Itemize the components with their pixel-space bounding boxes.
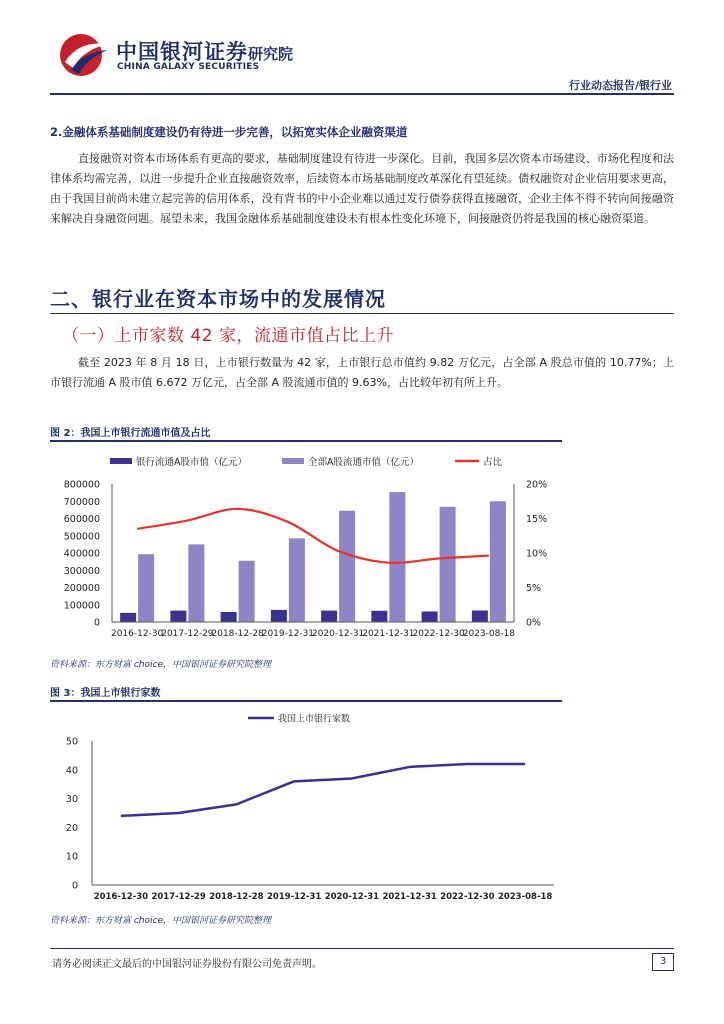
all-a-share-bar [389, 492, 405, 622]
chapter-divider [50, 313, 674, 314]
figure-3-title: 图 3：我国上市银行家数 [50, 688, 161, 699]
bank-bar [120, 613, 136, 622]
y-right-tick-label: 20% [526, 479, 548, 491]
y-right-tick-label: 10% [526, 548, 548, 560]
y-right-tick-label: 5% [526, 583, 542, 594]
legend-swatch [282, 458, 304, 464]
figure-2-source: 资料来源：东方财富 choice，中国银河证券研究院整理 [50, 660, 272, 670]
footer-divider [50, 948, 674, 949]
all-a-share-bar [490, 501, 506, 622]
market-cap-chart [50, 446, 562, 652]
bank-bar [472, 610, 488, 622]
all-a-share-bar [440, 507, 456, 622]
x-tick-label: 2016-12-30 [93, 892, 149, 902]
galaxy-logo-icon [57, 32, 109, 78]
x-tick-label: 2020-12-31 [324, 892, 380, 902]
bank-bar [422, 611, 438, 622]
bank-bar [371, 611, 387, 622]
figure-3-source: 资料来源：东方财富 choice，中国银河证券研究院整理 [50, 916, 272, 926]
y-left-tick-label: 300000 [63, 565, 100, 577]
brand-institute: 研究院 [248, 45, 294, 63]
legend-label: 银行流通A股市值（亿元） [136, 457, 247, 468]
x-tick-label: 2019-12-31 [266, 892, 322, 902]
y-right-tick-label: 0% [526, 617, 542, 629]
bank-bar [170, 611, 186, 622]
x-tick-label: 2022-12-30 [412, 629, 465, 639]
all-a-share-bar [339, 511, 355, 622]
section-heading: 2.金融体系基础制度建设仍有待进一步完善，以拓宽实体企业融资渠道 [50, 125, 408, 139]
x-tick-label: 2019-12-31 [261, 629, 315, 639]
figure-2-title: 图 2：我国上市银行流通市值及占比 [50, 428, 211, 439]
y-left-tick-label: 500000 [63, 531, 100, 543]
x-tick-label: 2021-12-31 [382, 892, 437, 902]
body-paragraph: 直接融资对资本市场体系有更高的要求，基础制度建设有待进一步深化。目前，我国多层次资本市场建设、市场化程度和法律体系均需完善，以进一步提升企业直接融资效率，后续资本市场基础制度改革深化有望延续。债权融资对企业信用要求更高，由于我国目前尚未建立起完善的信用体系，没有背书的中小企业难以通过发行债券获得直接融资，企业主体不得不转向间接融资来解决自身融资问题。展望未来，我国金融体系基础制度建设未有根本性变化环境下，间接融资仍将是我国的核心融资渠道。 [50, 152, 674, 225]
figure-3-rule [50, 700, 562, 702]
y-left-tick-label: 0 [93, 617, 100, 629]
all-a-share-bar [188, 544, 204, 622]
all-a-share-bar [289, 538, 305, 622]
subsection-heading: （一）上市家数 42 家，流通市值占比上升 [62, 326, 394, 346]
y-tick-label: 10 [65, 851, 78, 863]
y-tick-label: 30 [65, 794, 78, 806]
body-paragraph: 截至 2023 年 8 月 18 日，上市银行数量为 42 家，上市银行总市值约 9.82 万亿元，占全部 A 股总市值的 10.77%；上市银行流通 A 股市值 6.672 万亿元，占全部 A 股流通市值的 9.63%，占比较年初有所上升。 [50, 356, 674, 389]
y-left-tick-label: 100000 [63, 600, 100, 612]
x-tick-label: 2021-12-31 [362, 629, 415, 639]
y-right-tick-label: 15% [526, 514, 548, 525]
x-tick-label: 2023-08-18 [497, 892, 553, 902]
bank-bar [321, 611, 337, 622]
x-tick-label: 2017-12-29 [151, 892, 206, 902]
chapter-heading: 二、银行业在资本市场中的发展情况 [50, 287, 386, 311]
y-tick-label: 40 [65, 765, 78, 777]
legend-label: 全部A股流通市值（亿元） [308, 457, 419, 468]
x-tick-label: 2020-12-31 [311, 629, 365, 639]
x-tick-label: 2017-12-29 [161, 629, 214, 639]
brand-name-cn: 中国银河证券 [116, 40, 248, 64]
legend-swatch [110, 458, 132, 464]
y-left-tick-label: 600000 [63, 514, 100, 525]
brand-name-en: CHINA GALAXY SECURITIES [117, 62, 260, 72]
page-number: 3 [652, 953, 674, 971]
x-tick-label: 2016-12-30 [110, 629, 164, 639]
y-tick-label: 20 [65, 822, 78, 834]
x-tick-label: 2022-12-30 [440, 892, 495, 902]
x-tick-label: 2018-12-28 [209, 892, 264, 902]
figure-2-rule [50, 440, 562, 442]
bank-bar [221, 612, 237, 622]
legend-label: 我国上市银行家数 [278, 714, 351, 725]
report-type: 行业动态报告/银行业 [568, 79, 672, 92]
y-left-tick-label: 200000 [63, 583, 100, 594]
bank-bar [271, 610, 287, 622]
legend-label: 占比 [483, 457, 503, 468]
y-left-tick-label: 800000 [63, 479, 100, 491]
header-divider [50, 93, 674, 95]
all-a-share-bar [138, 554, 154, 622]
bank-count-chart [50, 706, 562, 906]
footer-disclaimer: 请务必阅读正文最后的中国银河证券股份有限公司免责声明。 [52, 959, 322, 970]
all-a-share-bar [239, 561, 255, 622]
x-tick-label: 2018-12-28 [211, 629, 264, 639]
y-tick-label: 50 [65, 736, 78, 748]
x-tick-label: 2023-08-18 [462, 629, 516, 639]
bank-count-line [121, 764, 525, 816]
y-left-tick-label: 400000 [63, 548, 100, 560]
y-tick-label: 0 [71, 880, 78, 892]
y-left-tick-label: 700000 [63, 496, 100, 508]
